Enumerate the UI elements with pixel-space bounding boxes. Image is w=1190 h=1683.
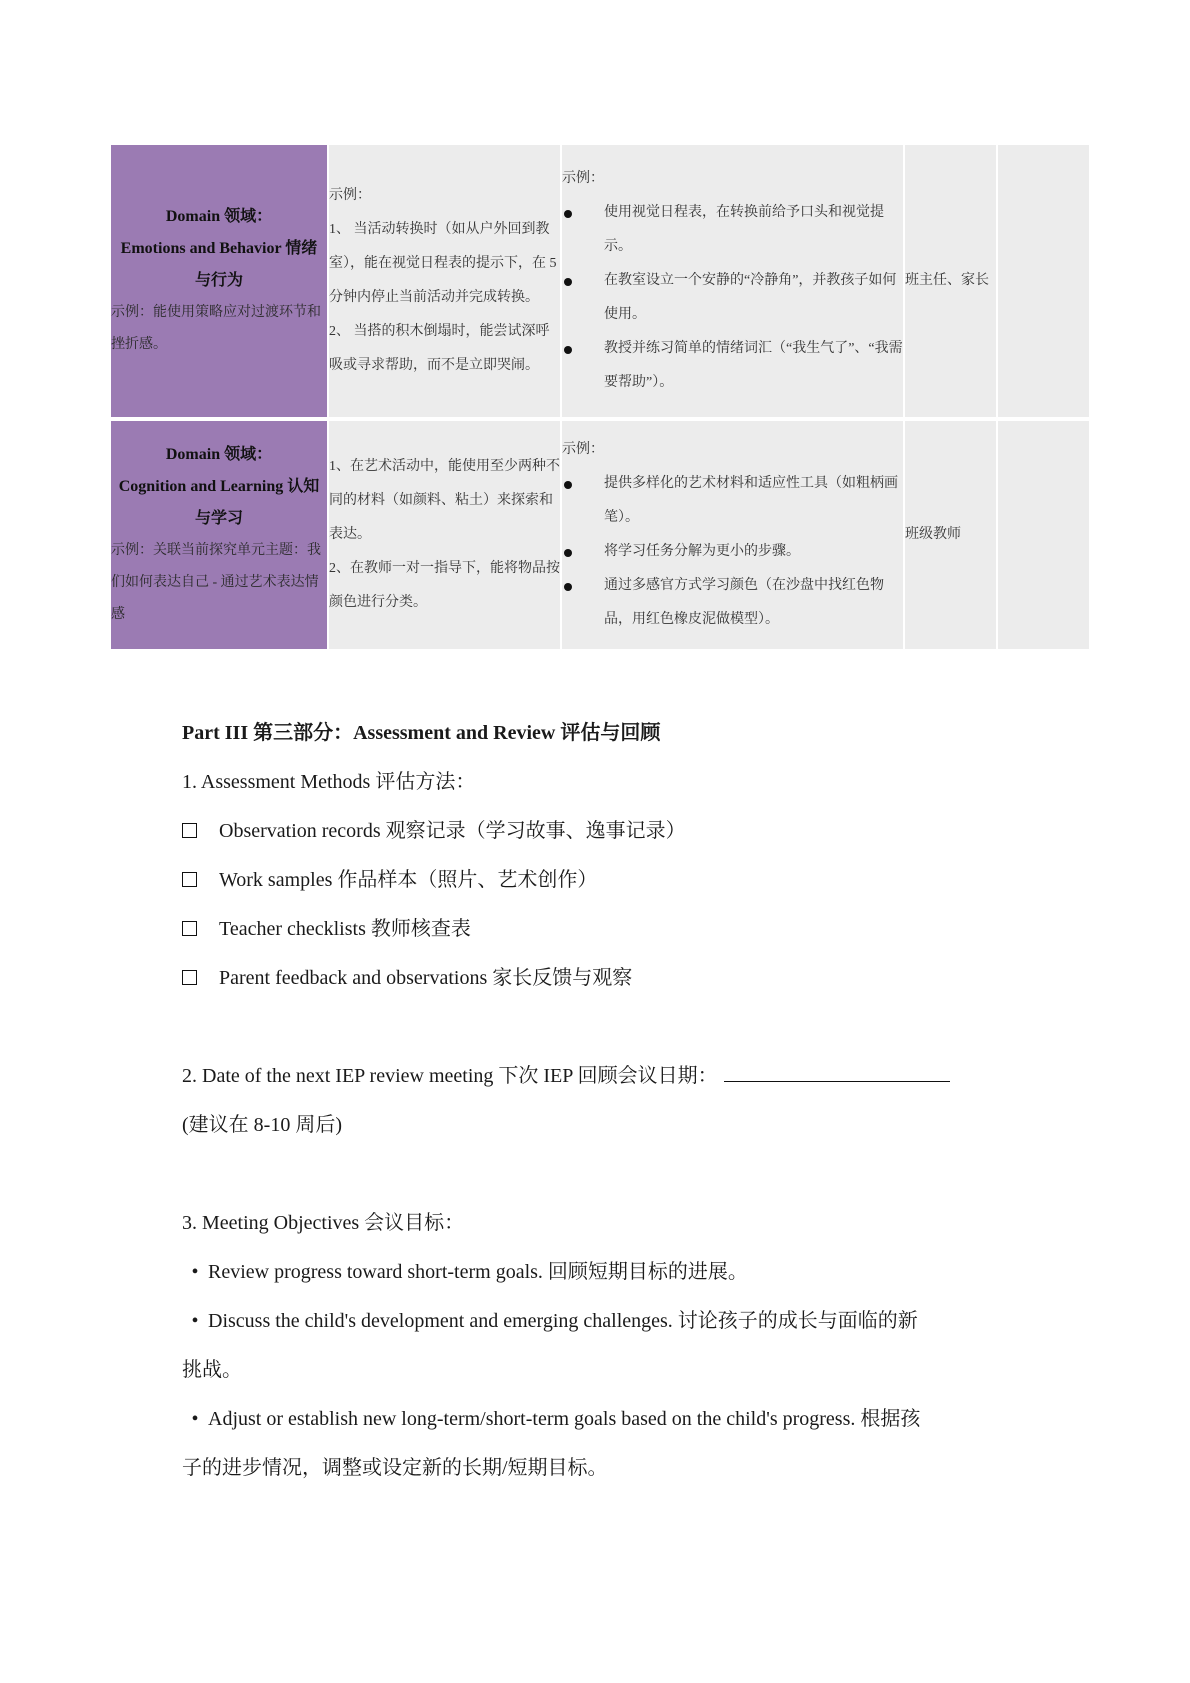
review-date-line: [182, 1061, 950, 1091]
checkbox-icon[interactable]: [182, 970, 197, 985]
bullet-icon: [564, 549, 572, 557]
method-option[interactable]: Observation records 观察记录（学习故事、逸事记录）: [182, 816, 686, 846]
review-date-note: (建议在 8-10 周后): [182, 1114, 342, 1136]
meeting-objectives-label: 3. Meeting Objectives 会议目标：: [182, 1212, 465, 1234]
goals-cell: [329, 421, 560, 649]
domain-name: Cognition and Learning 认知与学习: [118, 478, 320, 527]
list-item-continuation: 挑战。: [182, 1359, 242, 1381]
goals-cell: [329, 145, 560, 421]
assessment-methods-label: 1. Assessment Methods 评估方法：: [182, 771, 476, 793]
domain-example: 示例：关联当前探究单元主题：我们如何表达自己 - 通过艺术表达情感: [111, 543, 321, 622]
goal-item: 2、在教师一对一指导下，能将物品按颜色进行分类。: [329, 561, 560, 610]
method-option[interactable]: Work samples 作品样本（照片、艺术创作）: [182, 865, 597, 895]
list-item: • Review progress toward short-term goals. 回顾短期目标的进展。: [182, 1257, 748, 1287]
strategies-cell: [562, 145, 903, 421]
responsible-cell: 班级教师: [905, 421, 996, 649]
checkbox-icon[interactable]: [182, 872, 197, 887]
section-heading: Part III 第三部分：Assessment and Review 评估与回顾: [182, 722, 661, 744]
list-item: 教授并练习简单的情绪词汇（“我生气了”、“我需要帮助”）。: [562, 332, 903, 400]
bullet-icon: •: [191, 1261, 199, 1283]
goal-item: 2、 当搭的积木倒塌时，能尝试深呼吸或寻求帮助，而不是立即哭闹。: [329, 324, 550, 373]
notes-cell: [998, 145, 1089, 421]
bullet-icon: [564, 346, 572, 354]
strategies-head: 示例：: [562, 171, 604, 186]
method-option[interactable]: Teacher checklists 教师核查表: [182, 914, 471, 944]
review-date-field[interactable]: [724, 1061, 950, 1082]
domain-cell: [111, 421, 327, 649]
list-item: 使用视觉日程表，在转换前给予口头和视觉提示。: [562, 196, 903, 264]
list-item: 在教室设立一个安静的“冷静角”，并教孩子如何使用。: [562, 264, 903, 332]
list-item-continuation: 子的进步情况，调整或设定新的长期/短期目标。: [182, 1457, 608, 1479]
iep-goals-table: [109, 145, 1091, 649]
responsible-cell: 班主任、家长: [905, 145, 996, 421]
domain-example: 示例：能使用策略应对过渡环节和挫折感。: [111, 305, 321, 352]
domain-label: Domain 领域：: [165, 208, 273, 225]
domain-name: Emotions and Behavior 情绪与行为: [120, 240, 318, 289]
strategies-cell: [562, 421, 903, 649]
checkbox-icon[interactable]: [182, 921, 197, 936]
domain-label: Domain 领域：: [165, 446, 273, 463]
list-item: • Adjust or establish new long-term/short-term goals based on the child's progress. 根据孩: [182, 1404, 920, 1434]
checkbox-icon[interactable]: [182, 823, 197, 838]
bullet-icon: [564, 583, 572, 591]
list-item: 提供多样化的艺术材料和适应性工具（如粗柄画笔）。: [562, 467, 903, 535]
notes-cell: [998, 421, 1089, 649]
table-row: [111, 145, 1089, 421]
bullet-icon: [564, 210, 572, 218]
list-item: 将学习任务分解为更小的步骤。: [562, 535, 903, 569]
strategies-list: [562, 196, 903, 400]
table-row: [111, 421, 1089, 649]
review-date-label: 2. Date of the next IEP review meeting 下次 IEP 回顾会议日期：: [182, 1065, 718, 1087]
bullet-icon: •: [191, 1310, 199, 1332]
domain-cell: [111, 145, 327, 421]
bullet-icon: [564, 481, 572, 489]
list-item: • Discuss the child's development and emerging challenges. 讨论孩子的成长与面临的新: [182, 1306, 918, 1336]
strategies-head: 示例：: [562, 442, 604, 457]
method-option[interactable]: Parent feedback and observations 家长反馈与观察: [182, 963, 632, 993]
list-item: 通过多感官方式学习颜色（在沙盘中找红色物品，用红色橡皮泥做模型）。: [562, 569, 903, 637]
bullet-icon: •: [191, 1408, 199, 1430]
goals-head: 示例：: [329, 188, 371, 203]
strategies-list: [562, 467, 903, 637]
bullet-icon: [564, 278, 572, 286]
goal-item: 1、 当活动转换时（如从户外回到教室），能在视觉日程表的提示下，在 5 分钟内停止当前活动并完成转换。: [329, 222, 557, 305]
goal-item: 1、在艺术活动中，能使用至少两种不同的材料（如颜料、粘土）来探索和表达。: [329, 459, 560, 542]
